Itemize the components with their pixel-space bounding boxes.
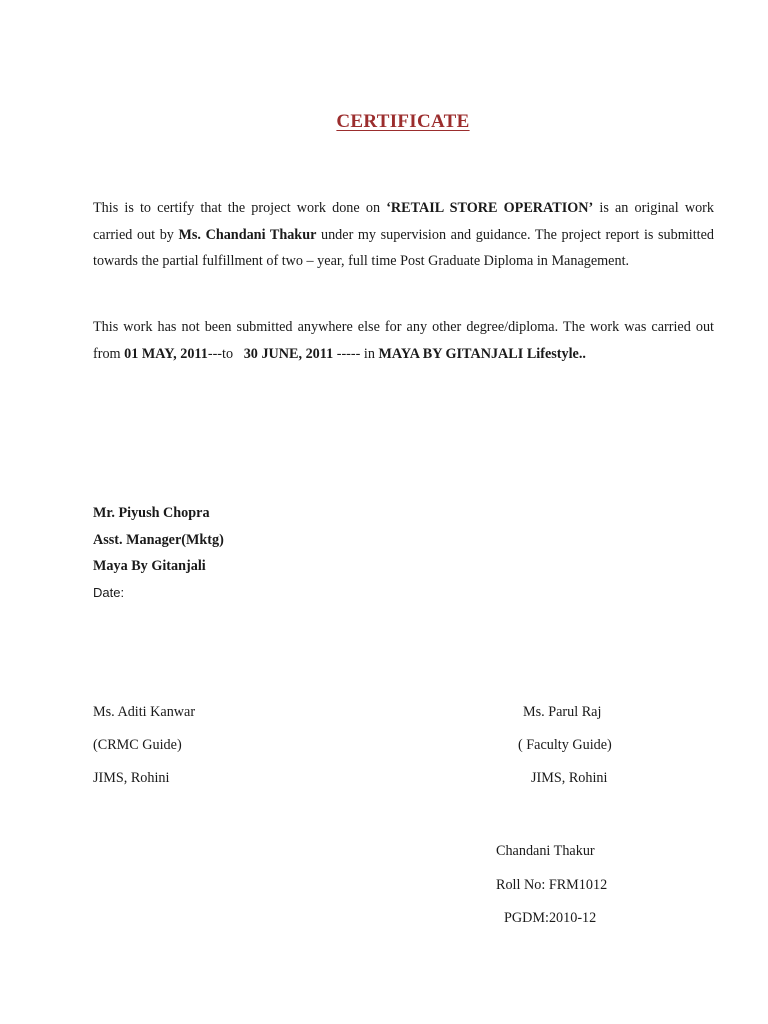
guide-role: (CRMC Guide)	[93, 737, 182, 753]
guide-role: ( Faculty Guide)	[518, 737, 612, 753]
paragraph-text: is an original work carried out by	[93, 200, 714, 243]
student-name: Chandani Thakur	[496, 843, 595, 859]
guide-name: Ms. Aditi Kanwar	[93, 704, 196, 720]
student-name: Ms. Chandani Thakur	[178, 226, 317, 243]
manager-company: Maya By Gitanjali	[93, 558, 206, 574]
guide-org: JIMS, Rohini	[531, 770, 608, 786]
paragraph-text: This work has not been submitted anywhere else for any other degree/diploma. The work was carried out from	[93, 319, 714, 362]
page-title: CERTIFICATE	[336, 111, 470, 132]
manager-signature-block	[93, 500, 224, 606]
roll-number: Roll No: FRM1012	[496, 876, 608, 893]
company-name: MAYA BY GITANJALI Lifestyle..	[378, 345, 586, 362]
crmc-guide-block	[93, 696, 195, 795]
start-date: 01 MAY, 2011	[124, 345, 208, 362]
certification-paragraph	[93, 195, 714, 275]
guide-org: JIMS, Rohini	[93, 770, 170, 786]
student-signature-block	[496, 835, 607, 936]
paragraph-text: This is to certify that the project work done on	[93, 200, 387, 216]
end-date: 30 JUNE, 2011	[243, 345, 334, 362]
date-label: Date:	[93, 584, 125, 600]
faculty-guide-block	[518, 696, 612, 795]
guide-name: Ms. Parul Raj	[523, 704, 602, 720]
program: PGDM:2010-12	[504, 910, 597, 926]
paragraph-text: ----- in	[333, 345, 379, 362]
paragraph-text: ---to	[207, 345, 244, 362]
manager-name: Mr. Piyush Chopra	[93, 505, 210, 521]
work-period-paragraph	[93, 314, 714, 367]
project-title: ‘RETAIL STORE OPERATION’	[386, 200, 594, 216]
paragraph-text: under my supervision and guidance. The project report is submitted towards the partial fulfillment of two – year, full time Post Graduate Diploma in Management.	[93, 226, 714, 269]
manager-designation: Asst. Manager(Mktg)	[93, 531, 224, 548]
